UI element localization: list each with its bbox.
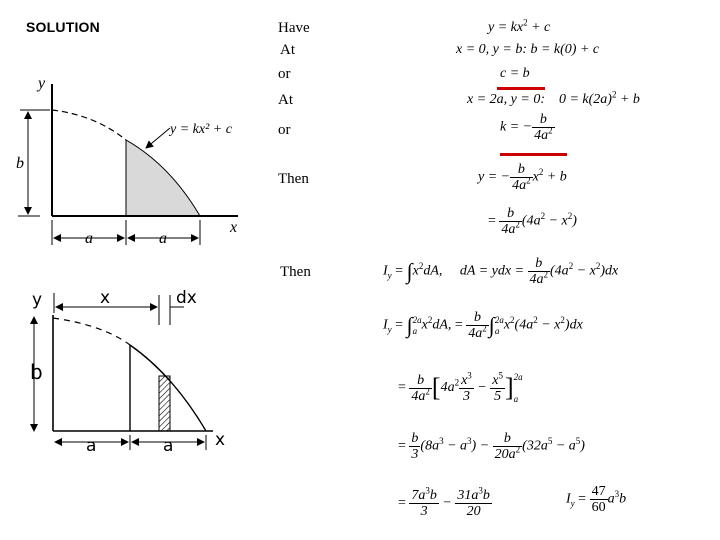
eq-at-1: x = 0, y = b: b = k(0) + c	[456, 42, 600, 57]
eq-or-1: c = b	[500, 66, 530, 81]
word-then-1: Then	[278, 171, 309, 187]
figure-strip-sketch	[18, 285, 243, 455]
eq-then-y: y = − $\frac{b}{4a^2}$ $x^2 + b$	[478, 162, 567, 193]
eq-then-y-factored: = $\frac{b}{4a^2}$ $(4a^2 - x^2)$	[488, 206, 577, 237]
eq-bracket: = $\frac{b}{4a^2}$ [$4a^2$ $\frac{x^3}{3}$ − $\frac{x^5}{5}$ ] 2a a	[398, 369, 523, 404]
underline-k	[500, 153, 567, 156]
word-at-2: At	[278, 92, 293, 108]
fig1-b-label: b	[16, 155, 24, 172]
word-have: Have	[278, 20, 310, 36]
eq-final: = $\frac{7a^3b}{3}$ − $\frac{31a^3b}{20}$	[398, 485, 490, 519]
fig2-x-top-label: x	[100, 288, 111, 308]
eq-iy-integral: $I_y$ = ∫ 2a a $x^2dA$, = $\frac{b}{4a^2}$ ∫ 2a a $x^2(4a^2 - x^2)dx$	[383, 310, 583, 341]
fig1-y-label: y	[38, 75, 46, 92]
fig2-y-label: y	[32, 290, 43, 310]
hatched-strip	[159, 376, 170, 431]
fig2-x-label: x	[215, 430, 226, 450]
fig1-a2-label: a	[159, 230, 167, 247]
solution-heading: SOLUTION	[26, 19, 100, 35]
curve-leader	[146, 128, 170, 148]
word-or-2: or	[278, 122, 291, 138]
eq-iy-def: $I_y = \int x^2dA$, dA = ydx = $\frac{b}{4a^2}$ $(4a^2 - x^2)dx$	[383, 256, 619, 287]
word-or-1: or	[278, 66, 291, 82]
fig2-a2-label: a	[163, 436, 174, 455]
fig2-a1-label: a	[86, 436, 97, 455]
fig2-dx-label: dx	[176, 288, 197, 308]
fig1-curve-label: y = kx² + c	[170, 122, 232, 137]
dashed-curve	[52, 110, 126, 140]
word-then-2: Then	[280, 264, 311, 280]
eq-result: $I_y$ = $\frac{47}{60}$ $a^3b$	[566, 484, 627, 515]
word-at-1: At	[280, 42, 295, 58]
fig2-b-label: b	[30, 360, 43, 384]
fig1-x-label: x	[230, 219, 238, 236]
shaded-area	[126, 140, 200, 216]
figure-area-diagram	[10, 70, 265, 255]
eq-expanded: = $\frac{b}{3}$ $(8a^3 - a^3)$ − $\frac{b}{20a^2}$ $(32a^5 - a^5)$	[398, 431, 585, 462]
underline-c	[497, 87, 545, 90]
eq-have: $y = kx^2 + c$	[488, 17, 551, 35]
fig1-a1-label: a	[85, 230, 93, 247]
eq-at-2: x = 2a, y = 0: $0 = k(2a)^2 + b$	[467, 89, 640, 107]
eq-k: k = − $\frac{b}{4a^2}$	[500, 112, 553, 143]
